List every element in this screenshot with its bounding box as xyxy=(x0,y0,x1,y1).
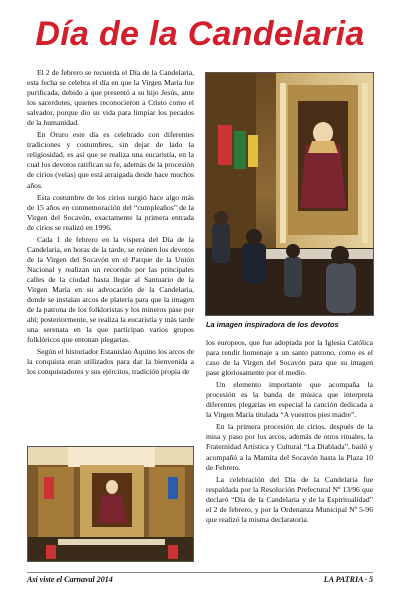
paragraph: Esta costumbre de los cirios surgió hace algo más de 15 años en conmemoración del “cumpleaños” de la Virgen del Socavón, exactamente la primera entrada de cirios se realizó en 1996. xyxy=(27,192,194,232)
article-left-column xyxy=(27,68,194,434)
church-interior-illustration xyxy=(206,73,374,316)
footer-divider xyxy=(27,572,373,573)
paragraph: Cada 1 de febrero en la víspera del Día de la Candelaria, en horas de la tarde, se reúnen los devotos de la Virgen del Socavón en el Parque de la Unión Nacional y realizan un recorrido por las principales calles de la ciudad hasta llegar al Santuario de la Virgen María en su advocación de la Candelaria, donde se instalan arcos de platería para que la imagen de la patrona de los folkloristas y los mineros pase por ahí; posteriormente, se realiza la eucaristía y más tarde una serenata en la que participan varios grupos folklóricos que entonan plegarias. xyxy=(27,234,194,345)
article-right-column xyxy=(206,338,373,570)
photo-caption: La imagen inspiradora de los devotos xyxy=(206,320,339,329)
paragraph: Un elemento importante que acompaña la procesión es la banda de música que interpreta diferentes plegarias en especial la canción dedicada a la Virgen María titulada “A vuestros pies madre”. xyxy=(206,380,373,420)
paragraph: Según el historiador Estanislao Aquino los arcos de la conquista eran utilizados para dar la bienvenida a los conquistadores y sus ejércitos, tradición propia de xyxy=(27,347,194,377)
paragraph: El 2 de febrero se recuerda el Día de la Candelaria, esta fecha se celebra el día en que la Virgen María fue purificada, debido a que presentó a su hijo Jesús, ante los sacerdotes, quienes reconocieron a Cristo como el salvador, porque dio su vida para limpiar los pecados de la humanidad. xyxy=(27,68,194,128)
paragraph: los europeos, que fue adoptada por la Iglesia Católica para rendir homenaje a un santo patrono, como es el caso de la Virgen del Socavón para que su imagen pase gloriosamente por el medio. xyxy=(206,338,373,378)
devotees-photo xyxy=(205,72,374,316)
altar-photo xyxy=(27,446,194,562)
footer-publication: Así viste el Carnaval 2014 xyxy=(27,575,113,584)
altar-illustration xyxy=(28,447,194,562)
page-title: Día de la Candelaria xyxy=(35,15,365,53)
paragraph: En la primera procesión de cirios, después de la misa y paso por los arcos, además de otros rituales, la Fraternidad Artística y Cultural “La Diablada”, bailó y acompañó a la Mamita del Socavón hasta la Plaza 10 de Febrero. xyxy=(206,422,373,472)
footer-page-number: LA PATRIA · 5 xyxy=(323,575,373,584)
paragraph: La celebración del Día de la Candelaria fue respaldada por la Resolución Prefectural Nº 13/96 que declaró “Día de la Candelaria y de la Espiritualidad” el 2 de febrero, y por la Ordenanza Municipal Nº 5-96 que realizó la misma declaratoria. xyxy=(206,474,373,524)
paragraph: En Oruro este día es celebrado con diferentes tradiciones y costumbres, sin dejar de lado la religiosidad, es así que se realiza una eucaristía, en la cual los devotos ratifican su fe, además de la procesión de cirios (velas) que está arraigada desde hace muchos años. xyxy=(27,130,194,190)
